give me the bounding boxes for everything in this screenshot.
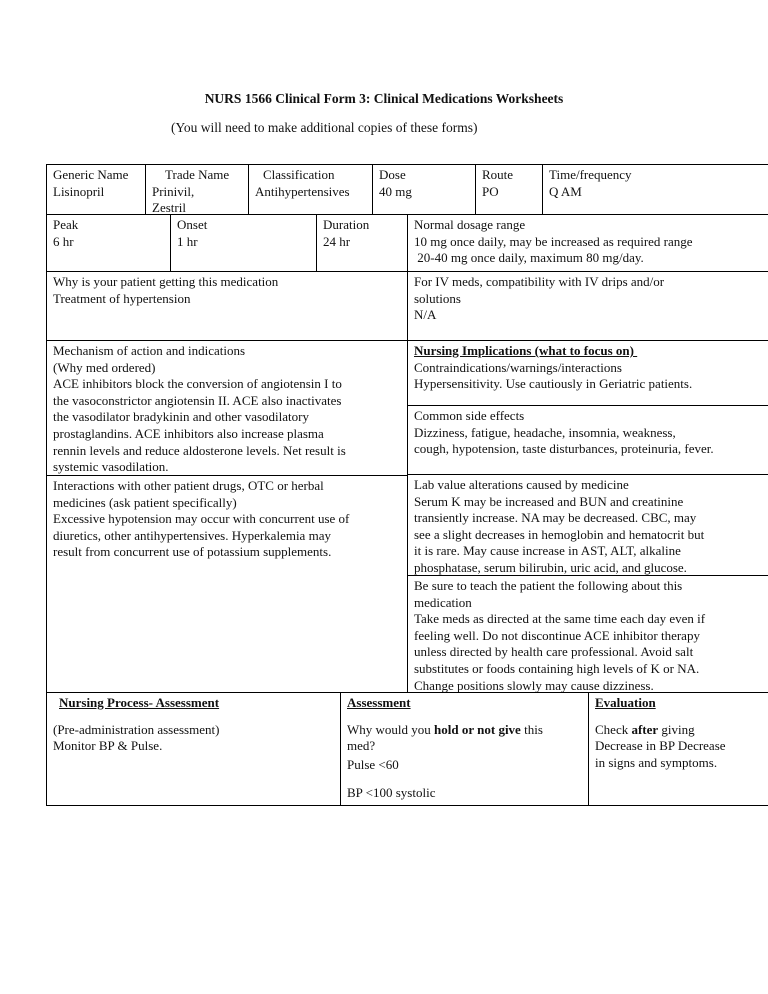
mechanism-line: rennin levels and reduce aldosterone levels. Net result is	[53, 442, 346, 458]
route-cell	[475, 164, 543, 215]
mechanism-line: systemic vasodilation.	[53, 459, 169, 475]
trade-name-value-1: Prinivil,	[152, 183, 195, 199]
route-label: Route	[482, 167, 514, 182]
evaluation-check-pre: Check	[595, 721, 632, 737]
teaching-line: feeling well. Do not discontinue ACE inhibitor therapy	[414, 627, 700, 643]
assessment-heading: Assessment	[347, 695, 411, 710]
interactions-line: medicines (ask patient specifically)	[53, 494, 237, 510]
iv-compatibility-value: N/A	[414, 307, 437, 323]
evaluation-line-2: Decrease in BP Decrease	[595, 738, 726, 754]
side-effects-line: cough, hypotension, taste disturbances, proteinuria, fever.	[414, 441, 714, 457]
time-frequency-label: Time/frequency	[549, 167, 632, 182]
nursing-process-heading: Nursing Process- Assessment	[59, 695, 220, 710]
lab-values-line: phosphatase, serum bilirubin, uric acid, and glucose.	[414, 559, 687, 575]
teaching-line: Take meds as directed at the same time each day even if	[414, 611, 706, 627]
normal-dosage-label: Normal dosage range	[414, 217, 526, 232]
route-value: PO	[482, 183, 499, 199]
assessment-question-post: this	[520, 721, 543, 737]
dose-label: Dose	[379, 167, 406, 182]
mechanism-line: (Why med ordered)	[53, 359, 156, 375]
trade-name-value-2: Zestril	[152, 200, 186, 215]
generic-name-cell	[46, 164, 146, 215]
lab-values-line: transiently increase. NA may be decreased. CBC, may	[414, 510, 697, 526]
evaluation-line-3: in signs and symptoms.	[595, 754, 718, 770]
normal-dosage-line-1: 10 mg once daily, may be increased as required range	[414, 233, 693, 249]
why-medication-label: Why is your patient getting this medication	[53, 274, 279, 289]
nursing-process-cell	[46, 692, 341, 806]
duration-label: Duration	[323, 217, 370, 232]
page-subtitle: (You will need to make additional copies of these forms)	[171, 120, 478, 135]
interactions-line: diuretics, other antihypertensives. Hyperkalemia may	[53, 527, 331, 543]
peak-cell	[46, 214, 171, 272]
side-effects-cell	[407, 405, 768, 475]
teaching-line: Be sure to teach the patient the following about this	[414, 578, 683, 593]
normal-dosage-cell	[407, 214, 768, 272]
iv-compatibility-cell	[407, 271, 768, 341]
mechanism-line: the vasoconstrictor angiotensin II. ACE also inactivates	[53, 392, 342, 408]
evaluation-check	[595, 722, 762, 739]
why-medication-value: Treatment of hypertension	[53, 290, 191, 306]
peak-label: Peak	[53, 217, 79, 232]
teaching-line: Change positions slowly may cause dizziness.	[414, 677, 654, 693]
mechanism-line: the vasodilator bradykinin and other vasodilatory	[53, 409, 309, 425]
evaluation-heading: Evaluation	[595, 695, 656, 710]
interactions-cell	[46, 475, 408, 693]
teaching-line: unless directed by health care professional. Avoid salt	[414, 644, 694, 660]
mechanism-cell	[46, 340, 408, 476]
assessment-question	[347, 722, 582, 739]
lab-values-line: see a slight decreases in hemoglobin and hematocrit but	[414, 526, 705, 542]
normal-dosage-line-2: 20-40 mg once daily, maximum 80 mg/day.	[414, 250, 644, 266]
onset-label: Onset	[177, 217, 208, 232]
duration-cell	[316, 214, 408, 272]
dose-cell	[372, 164, 476, 215]
lab-values-line: Serum K may be increased and BUN and creatinine	[414, 493, 684, 509]
evaluation-cell	[588, 692, 768, 806]
nursing-implications-heading: Nursing Implications (what to focus on)	[414, 343, 638, 358]
peak-value: 6 hr	[53, 233, 74, 249]
side-effects-line: Dizziness, fatigue, headache, insomnia, weakness,	[414, 424, 676, 440]
evaluation-check-post: giving	[658, 721, 695, 737]
dose-value: 40 mg	[379, 183, 412, 199]
generic-name-value: Lisinopril	[53, 183, 105, 199]
interactions-line: Interactions with other patient drugs, OTC or herbal	[53, 478, 324, 493]
why-medication-cell	[46, 271, 408, 341]
nursing-process-line-1: (Pre-administration assessment)	[53, 721, 220, 737]
trade-name-cell	[145, 164, 249, 215]
page-title: NURS 1566 Clinical Form 3: Clinical Medications Worksheets	[204, 91, 564, 106]
mechanism-line: prostaglandins. ACE inhibitors also increase plasma	[53, 425, 324, 441]
classification-cell	[248, 164, 373, 215]
iv-compatibility-label-2: solutions	[414, 290, 461, 306]
nursing-process-line-2: Monitor BP & Pulse.	[53, 738, 163, 754]
generic-name-label: Generic Name	[53, 167, 129, 182]
mechanism-line: Mechanism of action and indications	[53, 343, 246, 358]
teaching-cell	[407, 575, 768, 693]
teaching-line: medication	[414, 594, 472, 610]
onset-cell	[170, 214, 317, 272]
iv-compatibility-label-1: For IV meds, compatibility with IV drips and/or	[414, 274, 665, 289]
evaluation-check-bold: after	[631, 721, 659, 737]
lab-values-line: Lab value alterations caused by medicine	[414, 477, 629, 492]
mechanism-line: ACE inhibitors block the conversion of angiotensin I to	[53, 376, 342, 392]
assessment-cell	[340, 692, 589, 806]
classification-label: Classification	[263, 167, 335, 182]
trade-name-label: Trade Name	[165, 167, 230, 182]
time-frequency-value: Q AM	[549, 183, 582, 199]
lab-values-line: it is rare. May cause increase in AST, ALT, alkaline	[414, 543, 681, 559]
assessment-question-bold: hold or not give	[434, 721, 521, 737]
assessment-question-pre: Why would you	[347, 721, 435, 737]
lab-values-cell	[407, 474, 768, 576]
interactions-line: Excessive hypotension may occur with concurrent use of	[53, 511, 350, 527]
side-effects-label: Common side effects	[414, 408, 525, 423]
assessment-question-line-2: med?	[347, 738, 376, 754]
duration-value: 24 hr	[323, 233, 351, 249]
time-frequency-cell	[542, 164, 768, 215]
contraindications-value: Hypersensitivity. Use cautiously in Geriatric patients.	[414, 376, 693, 392]
assessment-pulse: Pulse <60	[347, 756, 399, 772]
nursing-implications-cell	[407, 340, 768, 406]
onset-value: 1 hr	[177, 233, 198, 249]
teaching-line: substitutes or foods containing high levels of K or NA.	[414, 660, 700, 676]
contraindications-label: Contraindications/warnings/interactions	[414, 359, 622, 375]
assessment-bp: BP <100 systolic	[347, 785, 436, 801]
interactions-line: result from concurrent use of potassium supplements.	[53, 544, 332, 560]
classification-value: Antihypertensives	[255, 183, 350, 199]
